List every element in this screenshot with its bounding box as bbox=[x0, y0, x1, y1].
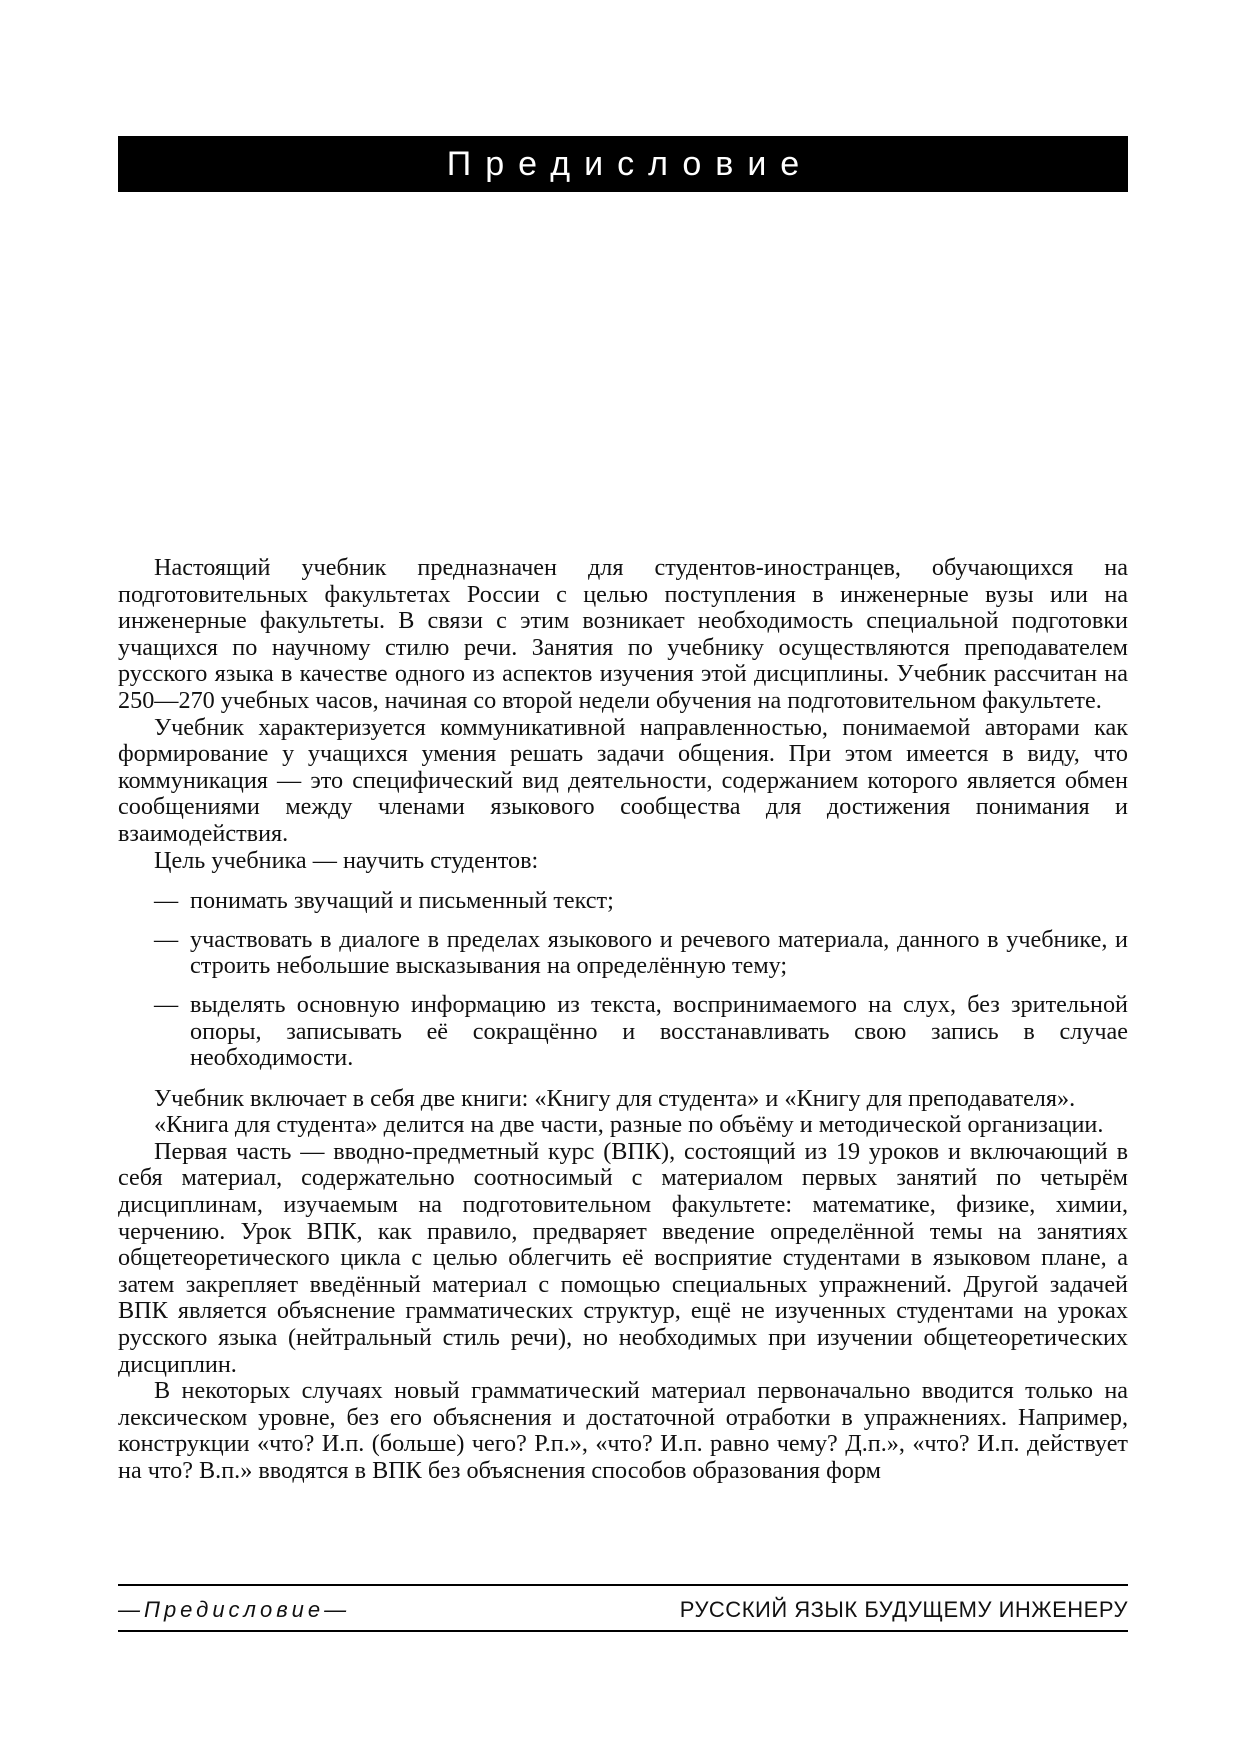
list-item-text: выделять основную информацию из текста, воспринимаемого на слух, без зрительной опоры, записывать её сокращённо и восстанавливать свою запись в случае необходимости. bbox=[190, 990, 1128, 1072]
list-dash: — bbox=[154, 925, 179, 953]
paragraph-3: Цель учебника — научить студентов: bbox=[154, 846, 539, 874]
body-text bbox=[118, 555, 1128, 1485]
paragraph-2: Учебник характеризуется коммуникативной направленностью, понимаемой авторами как формирование у учащихся умения решать задачи общения. При этом имеется в виду, что коммуникация — это специфический вид деятельности, содержанием которого является обмен сообщениями между членами языкового сообщества для достижения понимания и взаимодействия. bbox=[118, 713, 1128, 847]
goals-list bbox=[118, 888, 1128, 1072]
list-item bbox=[118, 992, 1128, 1072]
paragraph-4: Учебник включает в себя две книги: «Книгу для студента» и «Книгу для преподавателя». bbox=[154, 1084, 1076, 1112]
list-item-text: участвовать в диалоге в пределах языкового и речевого материала, данного в учебнике, и строить небольшие высказывания на определённую тему; bbox=[190, 925, 1128, 980]
paragraph-5: «Книга для студента» делится на две части, разные по объёму и методической организации. bbox=[154, 1111, 1104, 1139]
chapter-title-bar bbox=[118, 136, 1128, 192]
list-item bbox=[118, 927, 1128, 980]
list-dash: — bbox=[154, 887, 179, 915]
footer-section-name: —Предисловие— bbox=[118, 1597, 351, 1622]
chapter-title: Предисловие bbox=[446, 144, 814, 183]
list-item bbox=[118, 888, 1128, 915]
footer-book-title: РУССКИЙ ЯЗЫК БУДУЩЕМУ ИНЖЕНЕРУ bbox=[679, 1597, 1128, 1622]
footer-top-rule bbox=[118, 1584, 1128, 1586]
paragraph-7: В некоторых случаях новый грамматический материал первоначально вводится только на лексическом уровне, без его объяснения и достаточной отработки в упражнениях. Например, конструкции «что? И.п. (больше) чего? Р.п.», «что? И.п. равно чему? Д.п.», «что? И.п. действует на что? В.п.» вводятся в ВПК без объяснения способов образования форм bbox=[118, 1377, 1128, 1484]
list-item-text: понимать звучащий и письменный текст; bbox=[190, 887, 614, 915]
page-footer bbox=[118, 1590, 1128, 1630]
footer-bottom-rule bbox=[118, 1630, 1128, 1632]
paragraph-1: Настоящий учебник предназначен для студентов-иностранцев, обучающихся на подготовительных факультетах России с целью поступления в инженерные вузы или на инженерные факультеты. В связи с этим возникает необходимость специальной подготовки учащихся по научному стилю речи. Занятия по учебнику осуществляются преподавателем русского языка в качестве одного из аспектов изучения этой дисциплины. Учебник рассчитан на 250—270 учебных часов, начиная со второй недели обучения на подготовительном факультете. bbox=[118, 554, 1128, 714]
paragraph-6: Первая часть — вводно-предметный курс (ВПК), состоящий из 19 уроков и включающий в себя материал, содержательно соотносимый с материалом первых занятий по четырём дисциплинам, изучаемым на подготовительном факультете: математике, физике, химии, черчению. Урок ВПК, как правило, предваряет введение определённой темы на занятиях общетеоретического цикла с целью облегчить её восприятие студентами в языковом плане, а затем закрепляет введённый материал с помощью специальных упражнений. Другой задачей ВПК является объяснение грамматических структур, ещё не изученных студентами на уроках русского языка (нейтральный стиль речи), но необходимых при изучении общетеоретических дисциплин. bbox=[118, 1137, 1128, 1378]
list-dash: — bbox=[154, 990, 179, 1018]
